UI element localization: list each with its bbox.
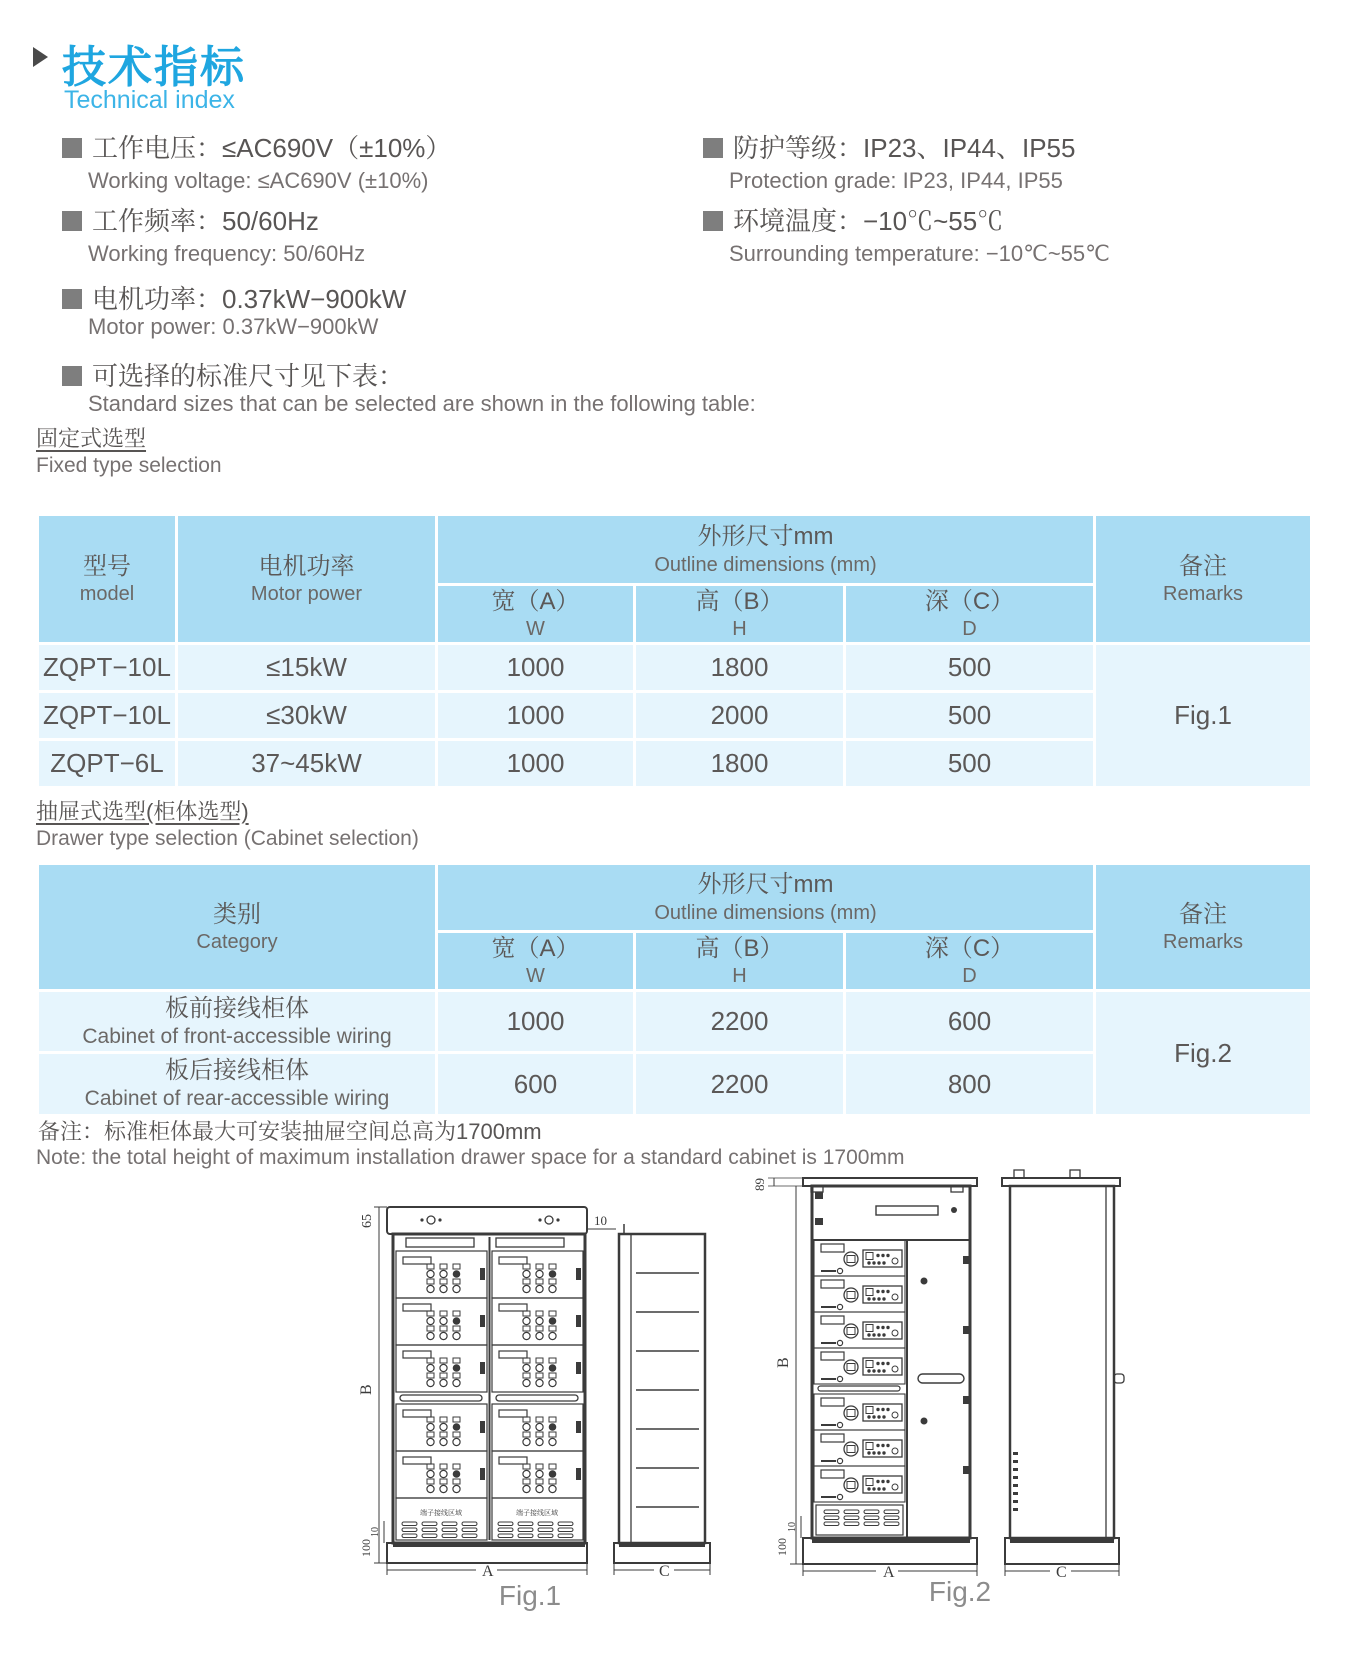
spec-protection-grade-cn: 防护等级：IP23、IP44、IP55 (703, 128, 1075, 165)
table-row (38, 991, 1312, 1053)
page-subtitle: Technical index (64, 86, 235, 114)
fig2-dim-100: 100 (775, 1538, 789, 1556)
fig1-dim-10-top: 10 (594, 1213, 607, 1228)
cell-width: 1000 (437, 644, 635, 692)
cell-remark: Fig.1 (1095, 644, 1312, 788)
col-header-outline-dimensions: 外形尺寸mm Outline dimensions (mm) (437, 864, 1095, 932)
bullet-square-icon (62, 366, 82, 386)
cell-width: 1000 (437, 991, 635, 1053)
col-header-height: 高（B） H (635, 932, 845, 991)
fixed-table-label-cn: 固定式选型 (36, 426, 147, 451)
spec-motor-power-cn: 电机功率：0.37kW−900kW (62, 279, 406, 316)
fig2-dim-89: 89 (752, 1178, 767, 1191)
fig2-cabinet-body (812, 1186, 970, 1538)
cell-height: 2200 (635, 1053, 845, 1116)
cell-depth: 500 (845, 692, 1095, 740)
col-header-height: 高（B） H (635, 585, 845, 644)
cell-height: 2200 (635, 991, 845, 1053)
fixed-type-table (36, 513, 1313, 789)
drawer-type-table (36, 862, 1313, 1117)
spec-protection-grade-en: Protection grade: IP23, IP44, IP55 (729, 168, 1063, 193)
cell-model: ZQPT−6L (38, 740, 177, 788)
drawer-table-label-en: Drawer type selection (Cabinet selection) (36, 827, 419, 850)
spec-motor-power-en: Motor power: 0.37kW−900kW (88, 314, 379, 339)
col-header-remarks: 备注 Remarks (1095, 864, 1312, 991)
col-header-outline-dimensions: 外形尺寸mm Outline dimensions (mm) (437, 515, 1095, 585)
fig1-terminal-label: 端子接线区域 (516, 1509, 558, 1517)
fig1-drawing (330, 1185, 720, 1585)
cell-depth: 600 (845, 991, 1095, 1053)
fig1-dim-65: 65 (360, 1214, 375, 1228)
spec-working-frequency-en: Working frequency: 50/60Hz (88, 241, 366, 266)
cell-height: 2000 (635, 692, 845, 740)
cell-depth: 500 (845, 740, 1095, 788)
bullet-square-icon (62, 211, 82, 231)
cell-width: 600 (437, 1053, 635, 1116)
col-header-depth: 深（C） D (845, 585, 1095, 644)
cell-width: 1000 (437, 692, 635, 740)
fig2-drawing (718, 1136, 1128, 1586)
cell-model: ZQPT−10L (38, 692, 177, 740)
note-en: Note: the total height of maximum installation drawer space for a standard cabinet is 1700mm (36, 1146, 905, 1169)
cell-width: 1000 (437, 740, 635, 788)
spec-working-voltage-en: Working voltage: ≤AC690V (±10%) (88, 168, 429, 193)
bullet-square-icon (62, 138, 82, 158)
fig1-dim-A: A (482, 1563, 494, 1580)
spec-surrounding-temperature-cn: 环境温度：−10℃~55℃ (703, 201, 1003, 238)
spec-surrounding-temperature-en: Surrounding temperature: −10℃~55℃ (729, 241, 1110, 266)
cell-category: 板后接线柜体 Cabinet of rear-accessible wiring (38, 1053, 437, 1116)
spec-standard-sizes-cn: 可选择的标准尺寸见下表： (62, 356, 404, 393)
spec-working-frequency-cn: 工作频率：50/60Hz (62, 201, 319, 238)
cell-depth: 800 (845, 1053, 1095, 1116)
col-header-model: 型号 model (38, 515, 177, 644)
spec-standard-sizes-en: Standard sizes that can be selected are shown in the following table: (88, 391, 756, 416)
note-cn: 备注：标准柜体最大可安装抽屉空间总高为1700mm (38, 1119, 542, 1144)
drawer-table-label-cn: 抽屉式选型(柜体选型) (36, 799, 249, 824)
fig2-dim-A: A (883, 1564, 895, 1581)
cell-model: ZQPT−10L (38, 644, 177, 692)
table-row (38, 644, 1312, 692)
cell-power: 37~45kW (177, 740, 437, 788)
fig1-dim-C: C (659, 1563, 670, 1580)
fig1-dim-B: B (358, 1384, 375, 1395)
spec-working-voltage-cn: 工作电压：≤AC690V（±10%） (62, 128, 451, 165)
col-header-depth: 深（C） D (845, 932, 1095, 991)
fig2-dim-B: B (775, 1357, 792, 1368)
col-header-remarks: 备注 Remarks (1095, 515, 1312, 644)
fig2-door-handle (918, 1374, 964, 1383)
fig1-dim-100: 100 (359, 1539, 373, 1557)
fig1-terminal-label: 端子接线区域 (420, 1509, 462, 1517)
bullet-square-icon (703, 138, 723, 158)
col-header-motor-power: 电机功率 Motor power (177, 515, 437, 644)
cell-power: ≤30kW (177, 692, 437, 740)
fig1-side-body (619, 1234, 705, 1543)
fixed-table-label-en: Fixed type selection (36, 454, 222, 477)
fig2-dim-10: 10 (787, 1522, 798, 1532)
fig2-caption: Fig.2 (928, 1576, 992, 1607)
cell-depth: 500 (845, 644, 1095, 692)
fig2-dim-C: C (1056, 1564, 1067, 1581)
fig2-side-body (1010, 1186, 1114, 1538)
col-header-width: 宽（A） W (437, 932, 635, 991)
cell-height: 1800 (635, 644, 845, 692)
bullet-square-icon (62, 289, 82, 309)
fig1-dim-10-bottom: 10 (370, 1527, 381, 1537)
page-title: 技术指标 (62, 43, 246, 92)
cell-category: 板前接线柜体 Cabinet of front-accessible wiring (38, 991, 437, 1053)
col-header-width: 宽（A） W (437, 585, 635, 644)
fig1-caption: Fig.1 (498, 1580, 562, 1611)
cell-height: 1800 (635, 740, 845, 788)
section-arrow-icon (33, 47, 48, 67)
cell-remark: Fig.2 (1095, 991, 1312, 1116)
col-header-category: 类别 Category (38, 864, 437, 991)
bullet-square-icon (703, 211, 723, 231)
cell-power: ≤15kW (177, 644, 437, 692)
